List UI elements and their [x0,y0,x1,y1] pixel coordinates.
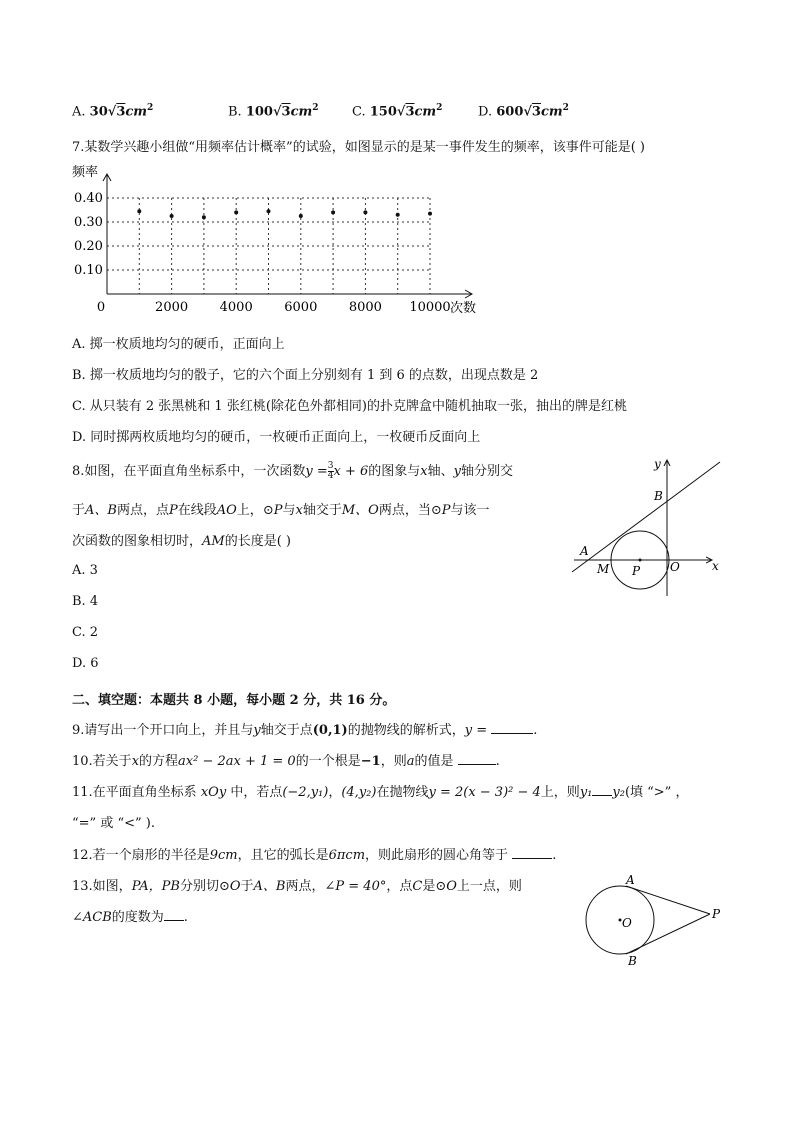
q6-option-b: B. $100√3cm^2$ [228,103,319,120]
y-tick-label: 0.30 [74,215,103,230]
q11-text-line1: 11.在平面直角坐标系 xOy 中，若点(−2,y₁)，(4,y₂)在抛物线y = 2(x − 3)² − 4上，则y₁ y₂(填 “>” ， [72,785,689,800]
q9-text: 9.请写出一个开口向上，并且与y轴交于点(0,1)的抛物线的解析式，y = . [72,723,538,738]
section-2-title: 二、填空题：本题共 8 小题，每小题 2 分，共 16 分。 [72,693,396,708]
q8-option-b: B. 4 [72,594,99,609]
y-tick-label: 0.20 [74,239,103,254]
q10-answer-blank[interactable] [458,752,496,765]
q9-answer-blank[interactable] [491,721,533,734]
q8-stem-line2: 于A、B两点，点P在线段AO上，⊙P与x轴交于M、O两点，当⊙P与该一 [72,503,490,518]
q12-text: 12.若一个扇形的半径是9cm，且它的弧长是6πcm，则此扇形的圆心角等于 . [72,848,557,863]
tangent-pa [626,886,710,914]
q7-option-c: C. 从只装有 2 张黑桃和 1 张红桃(除花色外都相同)的扑克牌盒中随机抽取一张，抽出的牌是红桃 [72,399,627,414]
q6-option-d: D. $600√3cm^2$ [478,103,569,120]
label-o: O [670,560,680,574]
x-tick-label: 4000 [219,300,253,315]
data-point [363,210,367,214]
chart-x-ticks [97,300,451,315]
label-o: O [622,916,632,930]
q6-option-c: C. $150√3cm^2$ [352,103,443,120]
chart-axes [103,174,472,298]
label-p: P [712,907,721,921]
data-point [234,210,238,214]
data-point [202,215,206,219]
q11-text-line2: “=” 或 “<” ). [72,816,155,831]
chart-y-ticks [74,191,103,278]
q8-option-a: A. 3 [72,563,98,578]
data-point [428,212,432,216]
q7-option-b: B. 掷一枚质地均匀的骰子，它的六个面上分别刻有 1 到 6 的点数，出现点数是 2 [72,368,539,383]
q8-option-c: C. 2 [72,625,99,640]
chart-points [137,209,432,219]
q8-figure [566,452,726,602]
q12-answer-blank[interactable] [512,846,552,859]
label-a: A [580,544,589,558]
q8-option-d: D. 6 [72,656,99,671]
label-p: P [632,564,641,578]
q7-option-d: D. 同时掷两枚质地均匀的硬币，一枚硬币正面向上，一枚硬币反面向上 [72,430,481,445]
label-a: A [626,873,635,887]
q10-text: 10.若关于x的方程ax² − 2ax + 1 = 0的一个根是−1，则a的值是 . [72,754,500,769]
fraction-3-4: $\frac{3}{4}$ [327,461,334,481]
data-point [170,214,174,218]
chart-ylabel: 频率 [72,165,99,180]
chart-xlabel: 次数 [450,301,477,316]
data-point [299,214,303,218]
q8-stem-line1: 8.如图，在平面直角坐标系中，一次函数y = $\frac{3}{4}$ x + 6的图象与x轴、y轴分别交 [72,461,514,481]
data-point [137,209,141,213]
x-tick-label: 2000 [155,300,189,315]
label-b: B [654,489,663,503]
q8-stem-line3: 次函数的图象相切时，AM的长度是( ) [72,534,291,549]
tangent-pb [626,914,710,954]
q13-text-line1: 13.如图，PA，PB分别切⊙O于A、B两点，∠P = 40°，点C是⊙O上一点，则 [72,879,522,894]
label-y: y [654,457,661,471]
label-b: B [628,954,637,968]
q7-option-a: A. 掷一枚质地均匀的硬币，正面向上 [72,337,285,352]
y-tick-label: 0.10 [74,263,103,278]
linear-function-line [572,462,720,572]
point-p-dot [639,559,642,562]
frequency-chart [60,158,500,318]
y-tick-label: 0.40 [74,191,103,206]
q11-answer-blank[interactable] [592,783,612,796]
q7-stem: 7.某数学兴趣小组做“用频率估计概率”的试验，如图显示的是某一事件发生的频率，该事件可能是( ) [72,140,645,155]
label-m: M [597,562,610,576]
x-tick-label: 6000 [284,300,318,315]
q13-figure [580,872,730,970]
data-point [331,210,335,214]
q13-text-line2: ∠ACB的度数为 . [72,910,188,925]
q13-answer-blank[interactable] [164,908,184,921]
data-point [396,213,400,217]
label-x: x [712,559,719,573]
data-point [267,209,271,213]
x-tick-label: 0 [96,300,106,315]
q6-option-a: A. $30√3cm^2$ [72,103,154,120]
x-tick-label: 8000 [348,300,382,315]
x-tick-label: 10000 [409,300,451,315]
